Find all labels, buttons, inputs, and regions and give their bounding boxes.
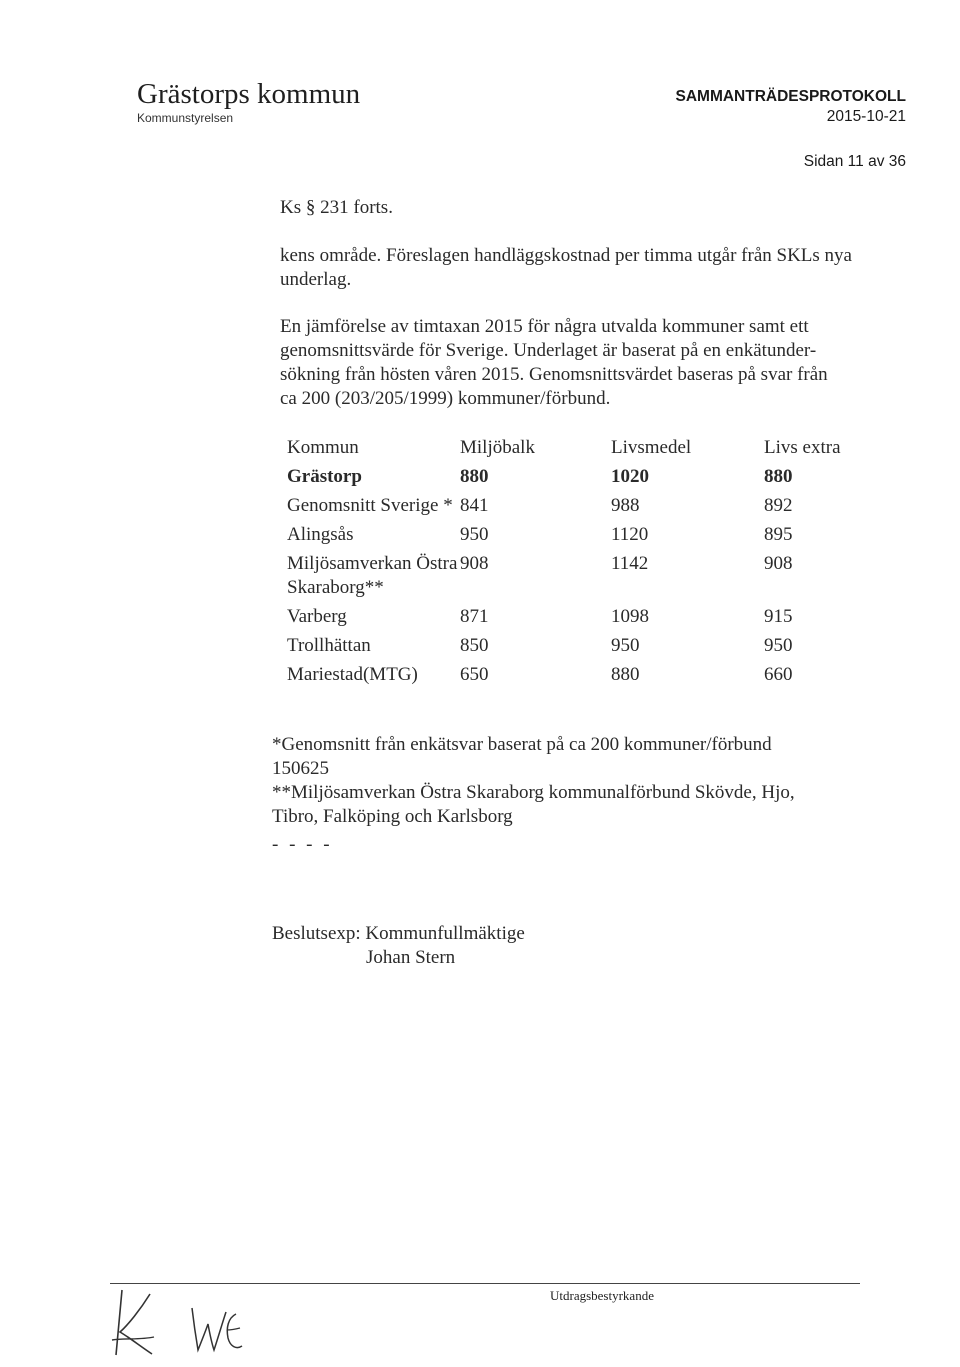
distribution-recipient: Johan Stern [366, 947, 456, 968]
table-cell: 950 [611, 635, 640, 656]
table-cell: 850 [460, 635, 489, 656]
table-cell: Miljösamverkan Östra Skaraborg** [287, 553, 458, 598]
document-date: 2015-10-21 [826, 108, 906, 125]
table-cell: 880 [611, 664, 640, 685]
header-cell: Kommun [287, 437, 359, 458]
table-cell: 892 [764, 495, 793, 516]
table-row [287, 494, 854, 523]
paragraph-comparison [280, 315, 900, 411]
table-cell: 1020 [611, 466, 649, 487]
table-row [287, 552, 854, 605]
distribution-label: Beslutsexp: Kommunfullmäktige [272, 923, 525, 944]
paragraph-line: genomsnittsvärde för Sverige. Underlaget är baserat på en enkätunder- [280, 340, 817, 361]
footnote-line: 150625 [272, 758, 329, 779]
section-reference: Ks § 231 forts. [280, 197, 393, 218]
department-name: Kommunstyrelsen [137, 111, 234, 125]
extract-certification-label: Utdragsbestyrkande [550, 1288, 654, 1303]
table-row [287, 605, 854, 634]
table-cell: 1120 [611, 524, 649, 545]
paragraph-line: En jämförelse av timtaxan 2015 för några utvalda kommuner samt ett [280, 316, 809, 337]
footnote-line: **Miljösamverkan Östra Skaraborg kommunalförbund Skövde, Hjo, [272, 782, 795, 803]
table-cell: Grästorp [287, 466, 362, 487]
table-cell: Genomsnitt Sverige * [287, 495, 453, 516]
table-cell: Alingsås [287, 524, 354, 545]
page-number: Sidan 11 av 36 [803, 153, 906, 170]
table-row [287, 663, 854, 692]
footnote-line: Tibro, Falköping och Karlsborg [272, 806, 513, 827]
handwritten-initials [110, 1280, 250, 1360]
header-cell: Livsmedel [611, 437, 692, 458]
table-cell: 908 [764, 553, 793, 574]
document-type: SAMMANTRÄDESPROTOKOLL [675, 88, 906, 105]
table-cell: 895 [764, 524, 793, 545]
table-cell: 871 [460, 606, 489, 627]
table-cell: 988 [611, 495, 640, 516]
header-cell: Miljöbalk [460, 437, 535, 458]
table-cell: 841 [460, 495, 489, 516]
separator-dashes: - - - - [272, 834, 333, 855]
table-cell: 1142 [611, 553, 649, 574]
footnote-line: *Genomsnitt från enkätsvar baserat på ca 200 kommuner/förbund [272, 734, 772, 755]
table-cell: Mariestad(MTG) [287, 664, 418, 685]
table-cell: 950 [764, 635, 793, 656]
header-cell: Livs extra [764, 437, 841, 458]
table-header-row [287, 436, 854, 465]
paragraph-intro: kens område. Föreslagen handläggskostnad per timma utgår från SKLs nya underlag. [280, 245, 852, 290]
footnotes [272, 733, 872, 829]
paragraph-line: ca 200 (203/205/1999) kommuner/förbund. [280, 388, 611, 409]
table-cell: Varberg [287, 606, 347, 627]
table-cell: Trollhättan [287, 635, 371, 656]
table-cell: 1098 [611, 606, 649, 627]
municipality-name: Grästorps kommun [137, 78, 361, 110]
table-cell: 880 [764, 466, 793, 487]
table-row [287, 634, 854, 663]
rate-comparison-table [287, 436, 854, 692]
table-cell: 950 [460, 524, 489, 545]
table-cell: 915 [764, 606, 793, 627]
table-cell: 908 [460, 553, 489, 574]
table-cell: 660 [764, 664, 793, 685]
table-row [287, 523, 854, 552]
paragraph-line: sökning från hösten våren 2015. Genomsnittsvärdet baseras på svar från [280, 364, 828, 385]
table-cell: 880 [460, 466, 489, 487]
table-row [287, 465, 854, 494]
table-cell: 650 [460, 664, 489, 685]
